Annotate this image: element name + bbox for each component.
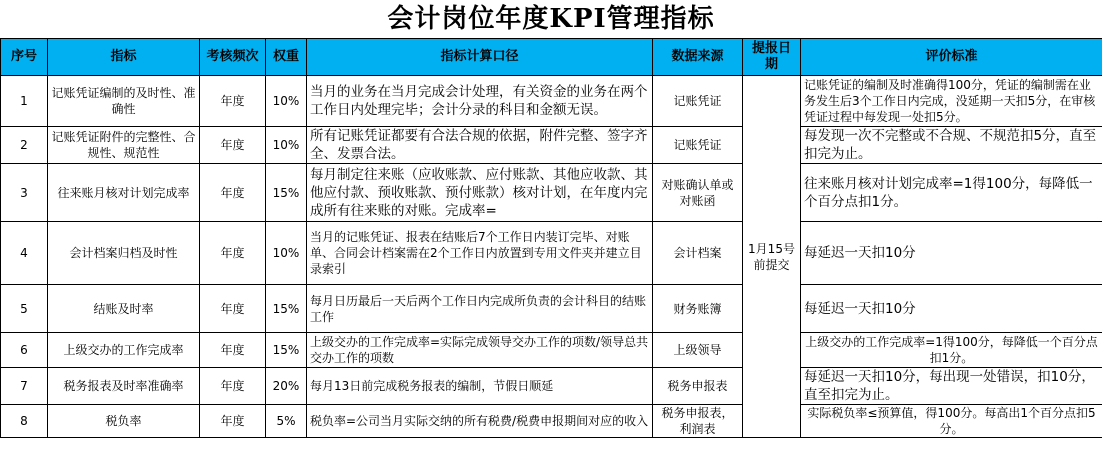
cell-frequency: 年度 bbox=[200, 368, 266, 405]
header-weight: 权重 bbox=[266, 39, 307, 76]
cell-deadline: 1月15号前提交 bbox=[743, 76, 801, 438]
cell-source: 税务申报表，利润表 bbox=[653, 405, 743, 438]
cell-seq: 5 bbox=[1, 285, 48, 333]
cell-indicator: 税负率 bbox=[48, 405, 200, 438]
cell-criteria: 实际税负率≤预算值，得100分。每高出1个百分点扣5分。 bbox=[801, 405, 1102, 438]
cell-source: 对账确认单或对账函 bbox=[653, 164, 743, 222]
cell-criteria: 每延迟一天扣10分，每出现一处错误，扣10分，直至扣完为止。 bbox=[801, 368, 1102, 405]
cell-formula: 当月的记账凭证、报表在结账后7个工作日内装订完毕、对账单、合同会计档案需在2个工作日内放置到专用文件夹并建立目录索引 bbox=[307, 222, 653, 285]
cell-frequency: 年度 bbox=[200, 405, 266, 438]
cell-seq: 8 bbox=[1, 405, 48, 438]
cell-indicator: 结账及时率 bbox=[48, 285, 200, 333]
cell-indicator: 会计档案归档及时性 bbox=[48, 222, 200, 285]
table-row bbox=[1, 368, 1102, 405]
table-row bbox=[1, 76, 1102, 127]
cell-criteria: 上级交办的工作完成率=1得100分，每降低一个百分点扣1分。 bbox=[801, 333, 1102, 368]
cell-indicator: 记账凭证附件的完整性、合规性、规范性 bbox=[48, 127, 200, 164]
cell-frequency: 年度 bbox=[200, 333, 266, 368]
cell-weight: 15% bbox=[266, 285, 307, 333]
cell-frequency: 年度 bbox=[200, 222, 266, 285]
header-deadline: 提报日期 bbox=[743, 39, 801, 76]
cell-seq: 7 bbox=[1, 368, 48, 405]
cell-source: 税务申报表 bbox=[653, 368, 743, 405]
cell-formula: 所有记账凭证都要有合法合规的依据，附件完整、签字齐全、发票合法。 bbox=[307, 127, 653, 164]
table-row bbox=[1, 333, 1102, 368]
header-row bbox=[1, 39, 1102, 76]
cell-frequency: 年度 bbox=[200, 76, 266, 127]
cell-weight: 10% bbox=[266, 76, 307, 127]
cell-indicator: 往来账月核对计划完成率 bbox=[48, 164, 200, 222]
cell-source: 财务账簿 bbox=[653, 285, 743, 333]
header-criteria: 评价标准 bbox=[801, 39, 1102, 76]
table-row bbox=[1, 127, 1102, 164]
cell-seq: 6 bbox=[1, 333, 48, 368]
cell-frequency: 年度 bbox=[200, 164, 266, 222]
cell-formula: 上级交办的工作完成率=实际完成领导交办工作的项数/领导总共交办工作的项数 bbox=[307, 333, 653, 368]
cell-formula: 税负率=公司当月实际交纳的所有税费/税费申报期间对应的收入 bbox=[307, 405, 653, 438]
cell-weight: 10% bbox=[266, 222, 307, 285]
cell-weight: 15% bbox=[266, 164, 307, 222]
kpi-table bbox=[0, 38, 1102, 438]
cell-weight: 20% bbox=[266, 368, 307, 405]
table-row bbox=[1, 285, 1102, 333]
cell-criteria: 每发现一次不完整或不合规、不规范扣5分，直至扣完为止。 bbox=[801, 127, 1102, 164]
cell-criteria: 每延迟一天扣10分 bbox=[801, 285, 1102, 333]
cell-weight: 15% bbox=[266, 333, 307, 368]
header-formula: 指标计算口径 bbox=[307, 39, 653, 76]
cell-formula: 当月的业务在当月完成会计处理，有关资金的业务在两个工作日内处理完毕；会计分录的科目和金额无误。 bbox=[307, 76, 653, 127]
cell-weight: 10% bbox=[266, 127, 307, 164]
cell-weight: 5% bbox=[266, 405, 307, 438]
table-row bbox=[1, 222, 1102, 285]
header-frequency: 考核频次 bbox=[200, 39, 266, 76]
header-source: 数据来源 bbox=[653, 39, 743, 76]
cell-seq: 4 bbox=[1, 222, 48, 285]
cell-formula: 每月日历最后一天后两个工作日内完成所负责的会计科目的结账工作 bbox=[307, 285, 653, 333]
cell-source: 记账凭证 bbox=[653, 76, 743, 127]
cell-seq: 1 bbox=[1, 76, 48, 127]
cell-source: 上级领导 bbox=[653, 333, 743, 368]
header-indicator: 指标 bbox=[48, 39, 200, 76]
table-row bbox=[1, 164, 1102, 222]
cell-criteria: 往来账月核对计划完成率=1得100分，每降低一个百分点扣1分。 bbox=[801, 164, 1102, 222]
cell-formula: 每月13日前完成税务报表的编制，节假日顺延 bbox=[307, 368, 653, 405]
page-title: 会计岗位年度KPI管理指标 bbox=[387, 4, 715, 34]
table-row bbox=[1, 405, 1102, 438]
cell-source: 会计档案 bbox=[653, 222, 743, 285]
cell-frequency: 年度 bbox=[200, 127, 266, 164]
cell-indicator: 上级交办的工作完成率 bbox=[48, 333, 200, 368]
cell-source: 记账凭证 bbox=[653, 127, 743, 164]
cell-formula: 每月制定往来账（应收账款、应付账款、其他应收款、其他应付款、预收账款、预付账款）核对计划，在年度内完成所有往来账的对账。完成率= bbox=[307, 164, 653, 222]
cell-indicator: 记账凭证编制的及时性、准确性 bbox=[48, 76, 200, 127]
header-seq: 序号 bbox=[1, 39, 48, 76]
cell-seq: 2 bbox=[1, 127, 48, 164]
cell-criteria: 记账凭证的编制及时准确得100分，凭证的编制需在业务发生后3个工作日内完成，没延期一天扣5分，在审核凭证过程中每发现一处扣5分。 bbox=[801, 76, 1102, 127]
cell-criteria: 每延迟一天扣10分 bbox=[801, 222, 1102, 285]
cell-seq: 3 bbox=[1, 164, 48, 222]
cell-frequency: 年度 bbox=[200, 285, 266, 333]
cell-indicator: 税务报表及时率准确率 bbox=[48, 368, 200, 405]
